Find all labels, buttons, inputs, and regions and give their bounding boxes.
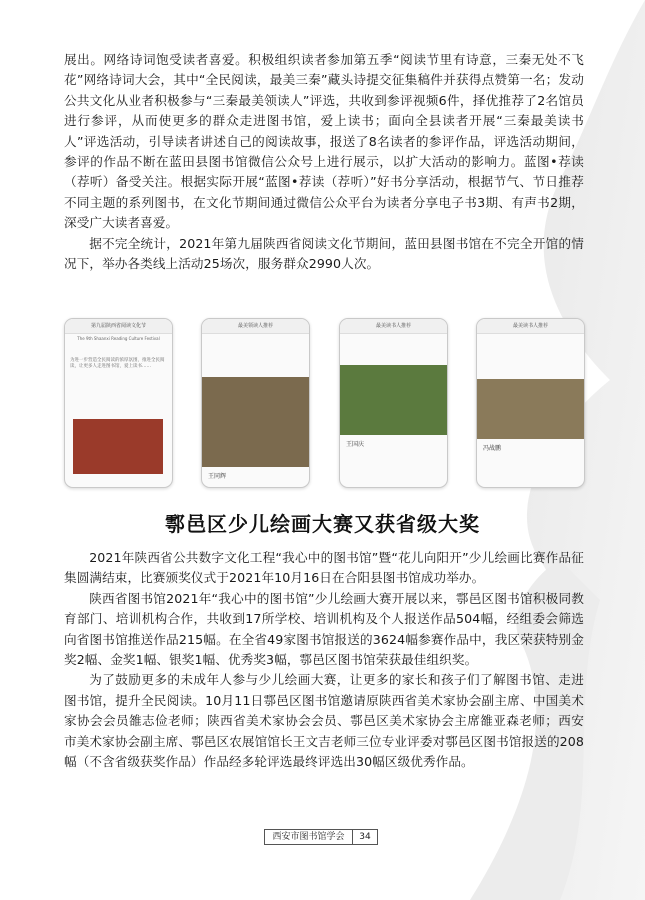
article2	[64, 548, 584, 772]
phone-body-text: 为进一步营造全民阅读的浓厚氛围，推进全民阅读，让更多人走进图书馆，爱上读书……	[70, 358, 165, 369]
photo	[340, 365, 447, 435]
photo	[73, 419, 163, 474]
article1-paragraph-1: 展出。网络诗词饱受读者喜爱。积极组织读者参加第五季“阅读节里有诗意，三秦无处不飞花”网络诗词大会，其中“全民阅读，最美三秦”藏头诗提交征集稿件并获得点赞第一名；发动公共文化从业者积极参与“三秦最美领读人”评选，共收到参评视频6件，择优推荐了2名馆员进行参评，从而使更多的群众走进图书馆，爱上读书；面向全县读者开展“三秦最美读书人”评选活动，引导读者讲述自己的阅读故事，报送了8名读者的参评作品，评选活动期间，参评的作品不断在蓝田县图书馆微信公众号上进行展示，以扩大活动的影响力。蓝图•荐读（荐听）备受关注。根据实际开展“蓝图•荐读（荐听）”好书分享活动，根据节气、节日推荐不同主题的系列图书，在文化节期间通过微信公众平台为读者分享电子书3期、有声书2期，深受广大读者喜爱。	[64, 52, 584, 231]
article1	[64, 50, 584, 274]
photo	[202, 377, 309, 467]
phone-screenshot-2	[201, 318, 310, 488]
article2-paragraph-2: 陕西省图书馆2021年“我心中的图书馆”少儿绘画大赛开展以来，鄠邑区图书馆积极同教育部门、培训机构合作，共收到17所学校、培训机构及个人报送作品504幅，经组委会筛选向省图书馆推送作品215幅。在全省49家图书馆报送的3624幅参赛作品中，我区荣获特别金奖2幅、金奖1幅、银奖1幅、优秀奖3幅，鄠邑区图书馆荣获最佳组织奖。	[64, 590, 584, 668]
article2-paragraph-3: 为了鼓励更多的未成年人参与少儿绘画大赛，让更多的家长和孩子们了解图书馆、走进图书馆，提升全民阅读。10月11日鄠邑区图书馆邀请原陕西省美术家协会副主席、中国美术家协会会员雒志俭老师；陕西省美术家协会会员、鄠邑区美术家协会主席雒亚森老师；西安市美术家协会副主席、鄠邑区农展馆馆长王文吉老师三位专业评委对鄠邑区图书馆报送的208幅（不含省级获奖作品）作品经多轮评选最终评选出30幅区级优秀作品。	[64, 672, 584, 770]
phone-header: 最美读书人推荐	[340, 319, 447, 334]
article2-title: 鄠邑区少儿绘画大赛又获省级大奖	[165, 512, 480, 536]
phone-screenshot-1	[64, 318, 173, 488]
phone-screenshot-4	[476, 318, 585, 488]
phone-header: 最美读书人推荐	[477, 319, 584, 334]
phone-caption: 冯战鹏	[483, 445, 502, 452]
footer-organization: 西安市图书馆学会	[272, 832, 345, 842]
article1-paragraph-2: 据不完全统计，2021年第九届陕西省阅读文化节期间，蓝田县图书馆在不完全开馆的情况下，举办各类线上活动25场次，服务群众2990人次。	[64, 235, 584, 272]
photo	[477, 379, 584, 439]
phone-caption: 王国庆	[346, 441, 365, 448]
phone-header: 最美领读人推荐	[202, 319, 309, 334]
page-number: 34	[352, 830, 377, 844]
phone-screenshot-3	[339, 318, 448, 488]
phone-header: 第九届陕西省阅读文化节	[65, 319, 172, 334]
phone-subheader: The 9th Shaanxi Reading Culture Festival	[77, 336, 160, 341]
screenshot-strip	[64, 318, 584, 488]
page-footer	[264, 829, 378, 845]
phone-caption: 王同辉	[208, 473, 227, 480]
article2-paragraph-1: 2021年陕西省公共数字文化工程“我心中的图书馆”暨“花儿向阳开”少儿绘画比赛作品征集圆满结束，比赛颁奖仪式于2021年10月16日在合阳县图书馆成功举办。	[64, 550, 584, 586]
